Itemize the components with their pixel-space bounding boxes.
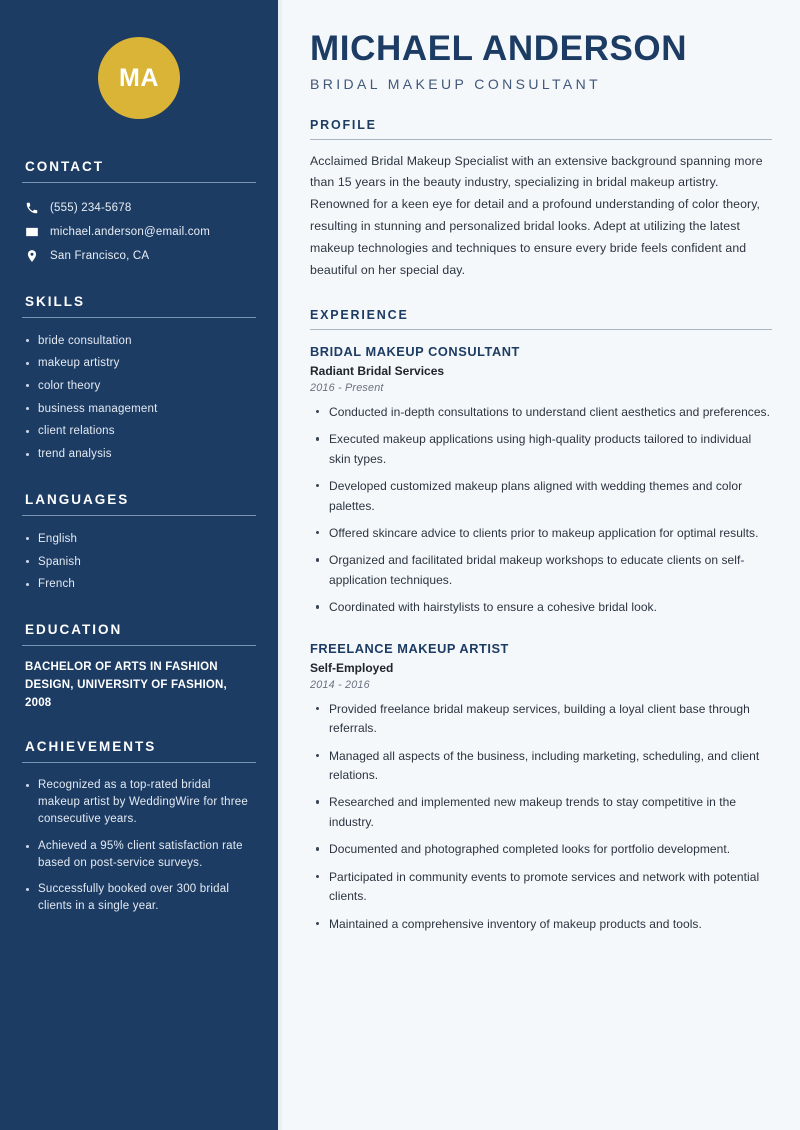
list-item: bride consultation (22, 330, 256, 353)
languages-list (22, 528, 256, 596)
education-section (22, 622, 256, 712)
profile-text: Acclaimed Bridal Makeup Specialist with an extensive background spanning more than 15 years in the beauty industry, specializing in bridal makeup artistry. Renowned for a keen eye for detail and a profound understanding of color theory, resulting in stunning and personalized bridal looks. Adept at utilizing the latest makeup technologies and techniques to ensure every bride feels confident and beautiful on her special day. (310, 153, 763, 277)
avatar-container (22, 0, 256, 119)
achievements-list (22, 775, 256, 923)
avatar: MA (98, 37, 180, 119)
contact-item-location[interactable] (22, 244, 256, 268)
contact-phone-value: (555) 234-5678 (50, 202, 132, 214)
experience-bullet-list (310, 403, 772, 626)
experience-section (310, 308, 772, 942)
skills-heading: SKILLS (25, 294, 86, 309)
list-item: business management (22, 398, 256, 421)
experience-job-title: FREELANCE MAKEUP ARTIST (310, 640, 509, 656)
skills-list (22, 330, 256, 466)
achievements-section (22, 739, 256, 923)
experience-divider (310, 329, 772, 330)
list-item: makeup artistry (22, 353, 256, 376)
experience-dates: 2016 - Present (310, 381, 384, 394)
profile-divider (310, 139, 772, 140)
experience-heading: EXPERIENCE (310, 307, 409, 322)
languages-heading: LANGUAGES (25, 492, 130, 508)
phone-icon (25, 201, 39, 215)
experience-entry (310, 641, 772, 942)
languages-section (22, 492, 256, 596)
sidebar (0, 0, 278, 1130)
profile-section (310, 118, 772, 282)
achievements-heading: ACHIEVEMENTS (25, 738, 157, 754)
contact-section (22, 159, 256, 268)
list-item: Coordinated with hairstylists to ensure a cohesive bridal look. (310, 598, 772, 625)
list-item: Organized and facilitated bridal makeup workshops to educate clients on self-application techniques. (310, 551, 772, 598)
contact-heading: CONTACT (25, 159, 104, 174)
list-item: French (22, 574, 256, 597)
list-item: color theory (22, 375, 256, 398)
map-pin-icon (25, 249, 39, 263)
skills-section (22, 294, 256, 466)
contact-item-phone[interactable] (22, 196, 256, 220)
list-item: trend analysis (22, 444, 256, 467)
list-item: Executed makeup applications using high-quality products tailored to individual skin types. (310, 430, 772, 477)
education-divider (22, 645, 256, 646)
contact-item-email[interactable] (22, 220, 256, 244)
experience-company: Radiant Bridal Services (310, 363, 445, 378)
envelope-icon (25, 225, 39, 239)
contact-location-value: San Francisco, CA (50, 250, 150, 262)
education-degree: BACHELOR OF ARTS IN FASHION DESIGN, UNIVERSITY OF FASHION, 2008 (25, 661, 227, 709)
list-item: Maintained a comprehensive inventory of makeup products and tools. (310, 915, 772, 942)
experience-entry (310, 344, 772, 626)
education-heading: EDUCATION (25, 622, 123, 638)
list-item: English (22, 528, 256, 551)
contact-email-value: michael.anderson@email.com (50, 226, 211, 238)
list-item: Researched and implemented new makeup trends to stay competitive in the industry. (310, 793, 772, 840)
list-item: Provided freelance bridal makeup services, building a loyal client base through referrals. (310, 700, 772, 747)
languages-divider (22, 515, 256, 516)
list-item: Spanish (22, 551, 256, 574)
main-content (278, 0, 800, 1130)
contact-list (22, 196, 256, 268)
list-item: Recognized as a top-rated bridal makeup artist by WeddingWire for three consecutive years. (22, 775, 256, 836)
list-item: Developed customized makeup plans aligned with wedding themes and color palettes. (310, 477, 772, 524)
list-item: Achieved a 95% client satisfaction rate based on post-service surveys. (22, 836, 256, 880)
list-item: client relations (22, 421, 256, 444)
profile-heading: PROFILE (310, 117, 377, 132)
education-entry (22, 659, 256, 712)
experience-bullet-list (310, 700, 772, 942)
list-item: Successfully booked over 300 bridal clients in a single year. (22, 879, 256, 923)
experience-company: Self-Employed (310, 660, 394, 675)
experience-dates: 2014 - 2016 (310, 678, 370, 691)
list-item: Managed all aspects of the business, including marketing, scheduling, and client relations. (310, 747, 772, 794)
page-title: MICHAEL ANDERSON (310, 29, 688, 68)
list-item: Participated in community events to promote services and network with potential clients. (310, 868, 772, 915)
achievements-divider (22, 762, 256, 763)
list-item: Offered skincare advice to clients prior to makeup application for optimal results. (310, 524, 772, 551)
contact-divider (22, 182, 256, 183)
list-item: Documented and photographed completed looks for portfolio development. (310, 840, 772, 867)
skills-divider (22, 317, 256, 318)
job-role-subtitle: BRIDAL MAKEUP CONSULTANT (310, 75, 602, 92)
list-item: Conducted in-depth consultations to understand client aesthetics and preferences. (310, 403, 772, 430)
experience-job-title: BRIDAL MAKEUP CONSULTANT (310, 343, 520, 359)
